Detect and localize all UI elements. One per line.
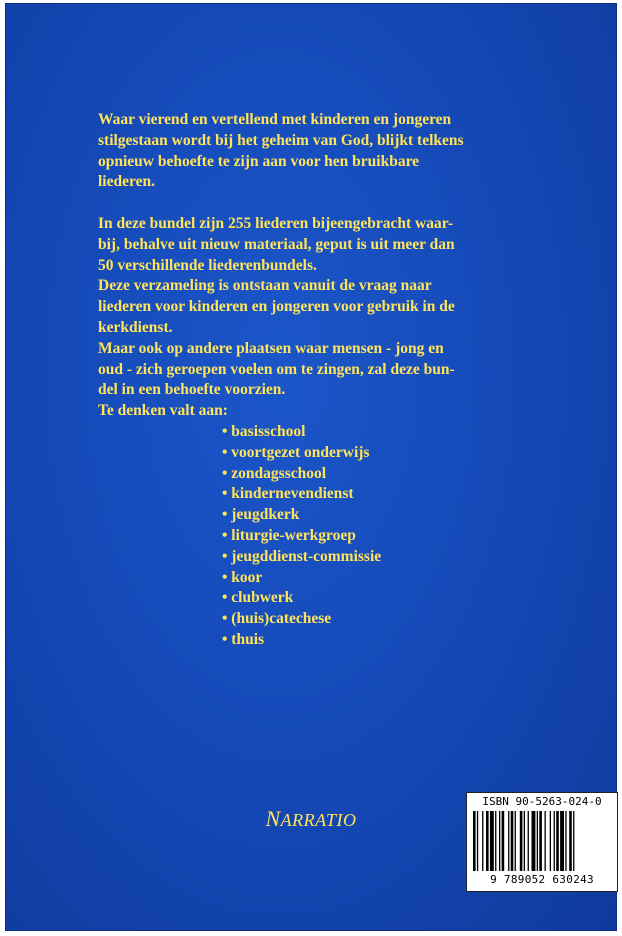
list-item: • voortgezet onderwijs	[222, 443, 370, 461]
list-item: • basisschool	[222, 422, 306, 440]
list-item: • jeugddienst-commissie	[222, 547, 382, 565]
intro-paragraph: Waar vierend en vertellend met kinderen en jongeren stilgestaan wordt bij het geheim van God, blijkt telkens opnieuw behoefte te zijn aan voor hen bruikbare liederen.	[98, 111, 464, 191]
blurb	[98, 110, 538, 651]
barcode-label	[466, 792, 618, 892]
list-item: • clubwerk	[222, 589, 294, 607]
usage-list	[98, 422, 538, 651]
publisher-initial: N	[265, 806, 281, 831]
publisher-name-rest: ARRATIO	[280, 810, 357, 830]
back-cover	[6, 4, 616, 930]
list-item: • jeugdkerk	[222, 506, 300, 524]
list-item: • liturgie-werkgroep	[222, 526, 356, 544]
barcode-number: 9 789052 630243	[490, 873, 594, 886]
list-item: • koor	[222, 568, 263, 586]
barcode-icon	[473, 811, 611, 871]
list-item: • thuis	[222, 630, 265, 648]
list-item: • zondagsschool	[222, 464, 327, 482]
list-item: • (huis)catechese	[222, 610, 332, 628]
list-item: • kindernevendienst	[222, 485, 354, 503]
description-paragraph: In deze bundel zijn 255 liederen bijeengebracht waar- bij, behalve uit nieuw materiaal, geput is uit meer dan 50 verschillende liederenbundels. Deze verzameling is ontstaan vanuit de vraag naar liederen voor kinderen en jongeren voor gebruik in de kerkdienst. Maar ook op andere plaatsen waar mensen - jong en oud - zich geroepen voelen om te zingen, zal deze bun- del in een behoefte voorzien. Te denken valt aan:	[98, 214, 455, 420]
isbn-text: ISBN 90-5263-024-0	[482, 795, 602, 808]
